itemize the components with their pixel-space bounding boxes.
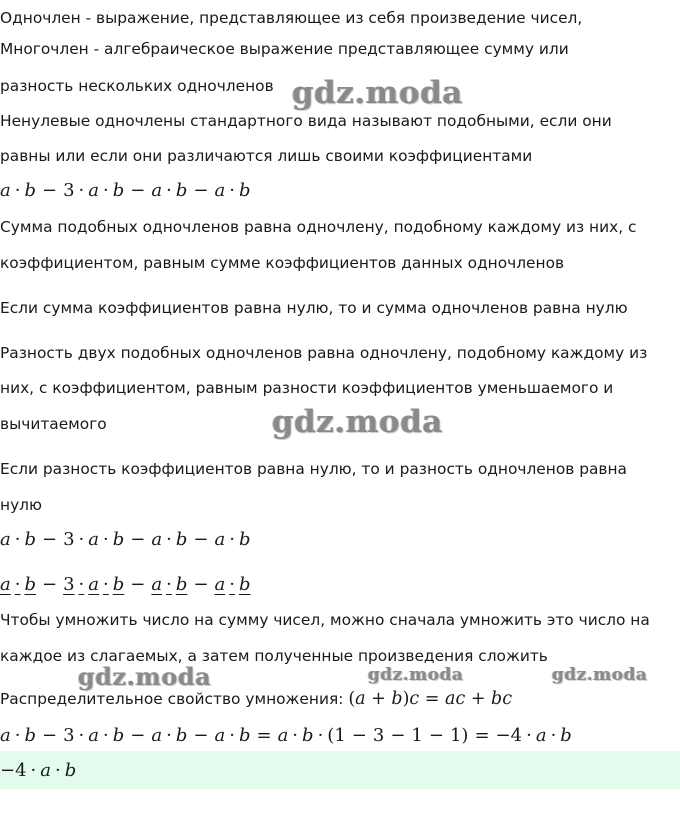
watermark: gdz.moda [368, 665, 464, 685]
watermark: gdz.moda [552, 665, 648, 685]
difference-zero-rule-cont: нулю [0, 496, 42, 514]
sum-rule: Сумма подобных одночленов равна одночлену, подобному каждому из них, с [0, 218, 637, 236]
watermark: gdz.moda [78, 662, 212, 691]
definition-polynomial: Многочлен - алгебраическое выражение представляющее сумму или [0, 40, 569, 58]
distributive-rule-cont: каждое из слагаемых, а затем полученные произведения сложить [0, 647, 548, 665]
distributive-rule: Чтобы умножить число на сумму чисел, можно сначала умножить это число на [0, 611, 650, 629]
difference-zero-rule: Если разность коэффициентов равна нулю, то и разность одночленов равна [0, 460, 627, 478]
distributive-property: Распределительное свойство умножения: (a + b)c = ac + bc [0, 689, 513, 709]
expression-line-1: a · b − 3 · a · b − a · b − a · b [0, 180, 251, 201]
answer-box [0, 751, 680, 789]
similar-monomials-def: Ненулевые одночлены стандартного вида называют подобными, если они [0, 112, 612, 130]
definition-monomial: Одночлен - выражение, представляющее из себя произведение чисел, [0, 9, 583, 27]
answer-value: −4 · a · b [0, 760, 77, 781]
difference-rule-cont: них, с коэффициентом, равным разности коэффициентов уменьшаемого и [0, 379, 614, 397]
expression-line-2: a · b − 3 · a · b − a · b − a · b [0, 529, 251, 550]
distributive-formula: (a + b)c = ac + bc [348, 689, 513, 709]
expression-line-underlined: a · b − 3 · a · b − a · b − a · b [0, 574, 251, 595]
difference-rule-cont-2: вычитаемого [0, 415, 107, 433]
similar-monomials-def-cont: равны или если они различаются лишь своими коэффициентами [0, 147, 533, 165]
sum-rule-cont: коэффициентом, равным сумме коэффициентов данных одночленов [0, 254, 565, 272]
difference-rule: Разность двух подобных одночленов равна одночлену, подобному каждому из [0, 344, 648, 362]
watermark: gdz.moda [292, 75, 463, 111]
sum-zero-rule: Если сумма коэффициентов равна нулю, то и сумма одночленов равна нулю [0, 299, 628, 317]
watermark: gdz.moda [272, 404, 443, 440]
expression-solution: a · b − 3 · a · b − a · b − a · b = a · b · (1 − 3 − 1 − 1) = −4 · a · b [0, 725, 572, 746]
definition-polynomial-cont: разность нескольких одночленов [0, 77, 274, 95]
